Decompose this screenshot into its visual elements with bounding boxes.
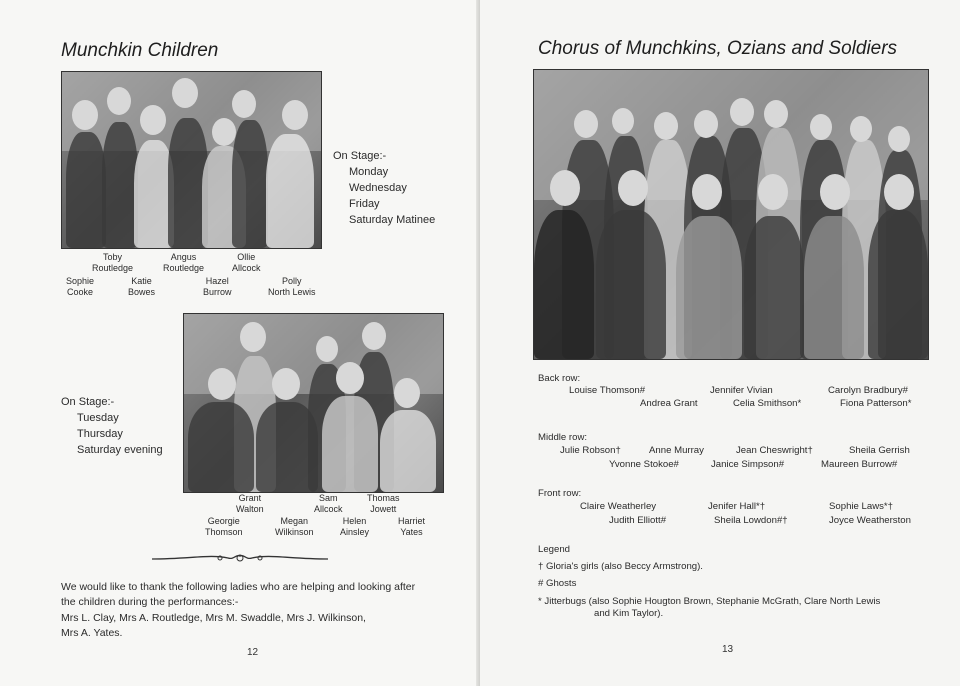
- cast-name: Celia Smithson*: [733, 398, 802, 409]
- cast-name: Louise Thomson#: [569, 385, 646, 396]
- cast-name: Maureen Burrow#: [821, 459, 898, 470]
- caption-child: Georgie Thomson: [205, 516, 243, 537]
- page-number: 13: [722, 644, 734, 655]
- cast-name: Joyce Weatherston: [829, 515, 911, 526]
- caption-child: Sam Allcock: [314, 493, 343, 514]
- caption-child: Hazel Burrow: [203, 276, 232, 297]
- caption-child: Harriet Yates: [398, 516, 426, 537]
- cast-name: Claire Weatherley: [580, 501, 657, 512]
- munchkin-children-photo-2: [183, 313, 444, 493]
- legend-hash: # Ghosts: [538, 578, 577, 589]
- cast-name: Janice Simpson#: [711, 459, 785, 470]
- caption-child: Sophie Cooke: [66, 276, 95, 297]
- cast-name: Anne Murray: [649, 445, 704, 456]
- cast-name: Fiona Patterson*: [840, 398, 912, 409]
- decorative-divider: [150, 550, 330, 566]
- cast-name: Sheila Gerrish: [849, 445, 910, 456]
- cast-name: Jean Cheswright†: [736, 445, 813, 456]
- caption-child: Megan Wilkinson: [275, 516, 314, 537]
- cast-name: Andrea Grant: [640, 398, 698, 409]
- thanks-paragraph: We would like to thank the following ladies who are helping and looking after the children during the performances:-: [61, 581, 416, 608]
- cast-name: Jenifer Hall*†: [708, 501, 766, 512]
- middle-row-label: Middle row:: [538, 432, 588, 443]
- cast-name: Judith Elliott#: [609, 515, 667, 526]
- caption-child: Toby Routledge: [92, 252, 134, 273]
- page-heading: Chorus of Munchkins, Ozians and Soldiers: [538, 38, 898, 59]
- chorus-group-photo: [533, 69, 929, 360]
- back-row-label: Back row:: [538, 373, 581, 384]
- caption-child: Ollie Allcock: [232, 252, 261, 273]
- on-stage-schedule-1: On Stage:- Monday Wednesday Friday Saturday Matinee: [333, 150, 436, 226]
- cast-name: Carolyn Bradbury#: [828, 385, 908, 396]
- caption-child: Thomas Jowett: [367, 493, 400, 514]
- caption-child: Helen Ainsley: [340, 516, 370, 537]
- cast-name: Jennifer Vivian: [710, 385, 773, 396]
- on-stage-schedule-2: On Stage:- Tuesday Thursday Saturday evening: [61, 396, 163, 456]
- cast-name: Sophie Laws*†: [829, 501, 894, 512]
- caption-child: Grant Walton: [236, 493, 264, 514]
- page-13: [480, 0, 960, 686]
- caption-child: Polly North Lewis: [268, 276, 316, 297]
- page-12: [0, 0, 478, 686]
- legend-title: Legend: [538, 544, 571, 555]
- munchkin-children-photo-1: [61, 71, 322, 249]
- cast-name: Sheila Lowdon#†: [714, 515, 788, 526]
- caption-child: Angus Routledge: [163, 252, 205, 273]
- legend-star: * Jitterbugs (also Sophie Hougton Brown, Stephanie McGrath, Clare North Lewis and Kim Taylor).: [538, 596, 881, 619]
- caption-child: Katie Bowes: [128, 276, 156, 297]
- cast-name: Yvonne Stokoe#: [609, 459, 679, 470]
- legend-dagger: † Gloria's girls (also Beccy Armstrong).: [538, 561, 703, 572]
- page-number: 12: [247, 647, 259, 658]
- cast-name: Julie Robson†: [560, 445, 621, 456]
- front-row-label: Front row:: [538, 488, 582, 499]
- page-heading: Munchkin Children: [61, 40, 219, 61]
- helpers-list: Mrs L. Clay, Mrs A. Routledge, Mrs M. Swaddle, Mrs J. Wilkinson, Mrs A. Yates.: [61, 612, 366, 639]
